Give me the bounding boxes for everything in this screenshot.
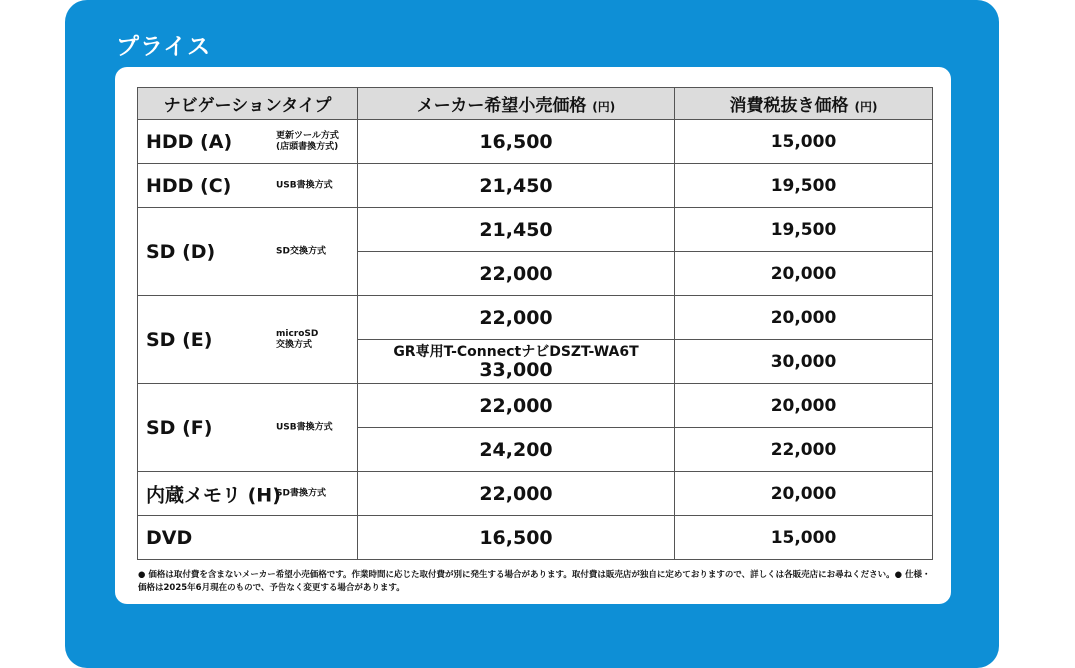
- tax-excl-cell: 20,000: [675, 472, 933, 516]
- nav-type-name: DVD: [146, 526, 193, 549]
- nav-type-name: 内蔵メモリ (H): [146, 484, 281, 506]
- model-note: GR専用T-ConnectナビDSZT-WA6T: [393, 343, 639, 360]
- section-title: プライス: [116, 34, 212, 60]
- msrp-cell: 22,000: [358, 384, 675, 428]
- nav-type-name: SD (D): [146, 240, 216, 263]
- update-method: SD書換方式: [276, 488, 326, 498]
- nav-type-cell: [138, 384, 358, 472]
- update-method: 更新ツール方式 (店頭書換方式): [276, 130, 339, 152]
- table-row: [138, 120, 933, 164]
- table-row: [138, 208, 933, 252]
- tax-excl-cell: 15,000: [675, 120, 933, 164]
- msrp-cell: 16,500: [358, 516, 675, 560]
- header-msrp: メーカー希望小売価格 (円): [358, 88, 675, 120]
- msrp-cell: 21,450: [358, 208, 675, 252]
- tax-excl-cell: 20,000: [675, 384, 933, 428]
- footnote: ● 価格は取付費を含まないメーカー希望小売価格です。作業時間に応じた取付費が別に発生する場合があります。取付費は販売店が独自に定めておりますので、詳しくは各販売店にお尋ねください。● 仕様・価格は2025年6月現在のもので、予告なく変更する場合があります。: [138, 570, 931, 593]
- table-row: [138, 472, 933, 516]
- table-row: [138, 164, 933, 208]
- update-method: USB書換方式: [276, 422, 333, 432]
- tax-excl-cell: 19,500: [675, 208, 933, 252]
- update-method: USB書換方式: [276, 180, 333, 190]
- tax-excl-cell: 15,000: [675, 516, 933, 560]
- update-method: SD交換方式: [276, 246, 326, 256]
- tax-excl-cell: 19,500: [675, 164, 933, 208]
- price-table: [137, 87, 933, 560]
- tax-excl-cell: 22,000: [675, 428, 933, 472]
- msrp-value: 33,000: [479, 358, 553, 381]
- tax-excl-cell: 20,000: [675, 252, 933, 296]
- table-row: [138, 296, 933, 340]
- msrp-cell: 16,500: [358, 120, 675, 164]
- nav-type-cell: [138, 208, 358, 296]
- nav-type-name: SD (F): [146, 416, 213, 439]
- msrp-cell: 22,000: [358, 252, 675, 296]
- nav-type-cell: [138, 120, 358, 164]
- msrp-cell: 22,000: [358, 296, 675, 340]
- table-header-row: [138, 88, 933, 120]
- tax-excl-cell: 20,000: [675, 296, 933, 340]
- nav-type-cell: [138, 296, 358, 384]
- msrp-cell: [358, 340, 675, 384]
- update-method: microSD 交換方式: [276, 328, 319, 350]
- msrp-cell: 21,450: [358, 164, 675, 208]
- nav-type-name: SD (E): [146, 328, 213, 351]
- nav-type-cell: [138, 472, 358, 516]
- header-tax-excl: 消費税抜き価格 (円): [675, 88, 933, 120]
- nav-type-cell: [138, 164, 358, 208]
- msrp-cell: 24,200: [358, 428, 675, 472]
- nav-type-cell: [138, 516, 358, 560]
- header-nav-type: ナビゲーションタイプ: [138, 88, 358, 120]
- msrp-cell: 22,000: [358, 472, 675, 516]
- nav-type-name: HDD (A): [146, 130, 233, 153]
- tax-excl-cell: 30,000: [675, 340, 933, 384]
- nav-type-name: HDD (C): [146, 174, 232, 197]
- table-row: [138, 384, 933, 428]
- table-row: [138, 516, 933, 560]
